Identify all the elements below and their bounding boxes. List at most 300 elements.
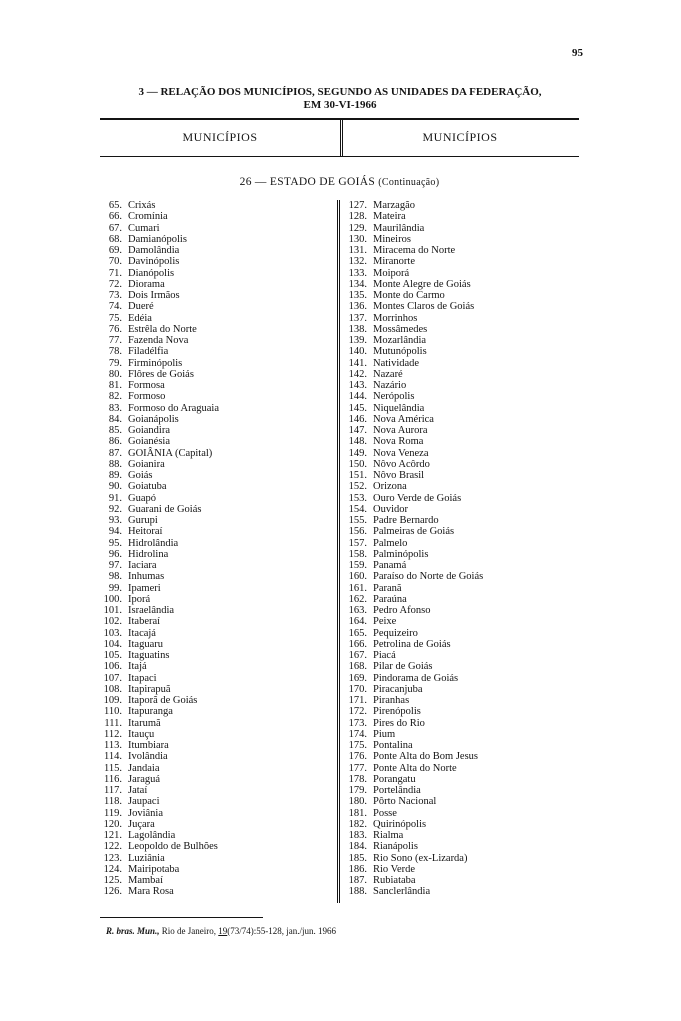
list-item <box>100 695 330 706</box>
list-item <box>344 425 579 436</box>
list-item <box>344 796 579 807</box>
municipality-name: Sanclerlândia <box>373 886 431 898</box>
list-item <box>100 661 330 672</box>
list-item <box>100 313 330 324</box>
list-item <box>100 414 330 425</box>
list-item <box>344 594 579 605</box>
footer-volume: 19 <box>218 926 228 936</box>
item-number: 100. <box>103 593 122 605</box>
item-number: 141. <box>348 357 367 369</box>
municipality-name: Maurilândia <box>373 222 425 234</box>
list-item <box>344 380 579 391</box>
list-item <box>100 549 330 560</box>
item-number: 67. <box>108 222 122 234</box>
item-number: 177. <box>348 762 367 774</box>
item-number: 74. <box>108 301 122 313</box>
item-number: 155. <box>348 515 367 526</box>
list-item <box>344 706 579 717</box>
list-item <box>100 279 330 290</box>
municipality-name: Nerópolis <box>373 391 415 403</box>
list-item <box>100 324 330 335</box>
item-number: 138. <box>348 323 367 335</box>
list-item <box>344 740 579 751</box>
municipality-name: Iporá <box>128 593 151 605</box>
municipality-name: Hidrolândia <box>128 537 179 549</box>
list-item <box>344 301 579 312</box>
list-item <box>344 369 579 380</box>
item-number: 143. <box>348 380 367 391</box>
item-number: 142. <box>348 368 367 380</box>
list-item <box>100 853 330 864</box>
municipality-name: Paraúna <box>373 593 407 605</box>
footer-rest: (73/74):55-128, jan./jun. 1966 <box>227 926 337 936</box>
item-number: 136. <box>348 301 367 313</box>
list-item <box>344 571 579 582</box>
list-item <box>344 414 579 425</box>
municipality-name: Nova Aurora <box>373 425 428 436</box>
municipality-name: Hidrolina <box>128 548 169 560</box>
item-number: 92. <box>108 503 122 515</box>
list-item <box>344 729 579 740</box>
list-item <box>100 819 330 830</box>
item-number: 165. <box>348 627 367 639</box>
municipality-name: Itaberaí <box>128 616 161 628</box>
list-item <box>344 616 579 627</box>
municipality-name: Rubiataba <box>373 875 416 886</box>
item-number: 104. <box>103 638 122 650</box>
item-number: 152. <box>348 481 367 493</box>
municipality-name: Cromínia <box>128 211 168 223</box>
municipality-name: Palminópolis <box>373 548 429 560</box>
municipality-name: Palmeiras de Goiás <box>373 526 455 538</box>
list-item <box>100 526 330 537</box>
list-item <box>344 493 579 504</box>
item-number: 121. <box>103 830 122 841</box>
list-item <box>100 538 330 549</box>
item-number: 131. <box>348 245 367 256</box>
item-number: 158. <box>348 548 367 560</box>
item-number: 157. <box>348 537 367 549</box>
item-number: 132. <box>348 256 367 268</box>
list-item <box>100 470 330 481</box>
list-item <box>344 268 579 279</box>
list-item <box>344 864 579 875</box>
list-item <box>344 324 579 335</box>
list-item <box>100 459 330 470</box>
item-number: 79. <box>108 357 122 369</box>
item-number: 97. <box>108 560 122 571</box>
item-number: 176. <box>348 751 367 763</box>
municipality-name: Israelândia <box>128 605 175 616</box>
list-item <box>100 560 330 571</box>
municipality-name: Itarumã <box>128 717 161 729</box>
item-number: 86. <box>108 436 122 448</box>
municipality-name: Paraíso do Norte de Goiás <box>373 571 484 583</box>
list-item <box>344 470 579 481</box>
item-number: 106. <box>103 661 122 673</box>
list-item <box>344 279 579 290</box>
list-item <box>100 448 330 459</box>
item-number: 113. <box>104 740 122 751</box>
item-number: 69. <box>108 245 122 256</box>
municipality-name: Itapirapuã <box>128 683 171 695</box>
item-number: 68. <box>108 233 122 245</box>
item-number: 154. <box>348 503 367 515</box>
list-item <box>344 526 579 537</box>
list-item <box>100 358 330 369</box>
municipality-name: Palmelo <box>373 537 408 549</box>
municipality-name: Ponte Alta do Norte <box>373 762 457 774</box>
item-number: 182. <box>348 818 367 830</box>
item-number: 162. <box>348 593 367 605</box>
list-item <box>100 886 330 897</box>
item-number: 103. <box>103 627 122 639</box>
list-item <box>100 256 330 267</box>
municipality-name: Itacajá <box>128 627 156 639</box>
list-item <box>344 234 579 245</box>
municipality-name: Piacá <box>373 650 396 661</box>
item-number: 91. <box>108 492 122 504</box>
municipality-name: Itaporã de Goiás <box>128 695 198 706</box>
item-number: 134. <box>348 278 367 290</box>
municipality-name: Pedro Afonso <box>373 605 431 616</box>
item-number: 137. <box>348 312 367 324</box>
item-number: 128. <box>348 211 367 223</box>
item-number: 126. <box>103 886 122 898</box>
item-number: 76. <box>108 323 122 335</box>
item-number: 112. <box>104 728 122 740</box>
item-number: 81. <box>108 380 122 391</box>
list-item <box>100 335 330 346</box>
list-item <box>344 875 579 886</box>
item-number: 84. <box>108 413 122 425</box>
list-item <box>100 436 330 447</box>
municipality-name: Nova Veneza <box>373 447 429 459</box>
municipality-name: Pires do Rio <box>373 717 425 729</box>
municipality-name: Miracema do Norte <box>373 245 456 256</box>
municipality-name: Gurupi <box>128 515 158 526</box>
item-number: 145. <box>348 402 367 414</box>
list-item <box>344 583 579 594</box>
list-item <box>100 403 330 414</box>
list-item <box>100 785 330 796</box>
list-item <box>100 605 330 616</box>
municipality-name: Paranã <box>373 582 402 594</box>
item-number: 118. <box>104 796 122 808</box>
municipality-name: Mossâmedes <box>373 323 428 335</box>
item-number: 187. <box>348 875 367 886</box>
municipality-name: GOIÂNIA (Capital) <box>128 447 213 459</box>
municipality-name: Cumari <box>128 222 160 234</box>
list-item <box>100 718 330 729</box>
item-number: 124. <box>103 863 122 875</box>
municipality-name: Davinópolis <box>128 256 180 268</box>
municipality-name: Pontalina <box>373 740 413 751</box>
item-number: 65. <box>108 200 122 211</box>
list-item <box>100 594 330 605</box>
item-number: 122. <box>103 841 122 853</box>
item-number: 130. <box>348 233 367 245</box>
item-number: 186. <box>348 863 367 875</box>
municipality-name: Porangatu <box>373 773 416 785</box>
item-number: 153. <box>348 492 367 504</box>
municipality-name: Formoso <box>128 391 166 403</box>
list-item <box>100 616 330 627</box>
municipality-name: Itapaci <box>128 672 157 684</box>
list-item <box>344 650 579 661</box>
list-item <box>100 245 330 256</box>
list-item <box>344 853 579 864</box>
list-item <box>344 200 579 211</box>
list-item <box>100 673 330 684</box>
municipality-name: Pium <box>373 728 396 740</box>
list-item <box>100 751 330 762</box>
list-item <box>344 639 579 650</box>
list-item <box>344 346 579 357</box>
list-item <box>100 268 330 279</box>
municipality-name: Posse <box>373 807 397 819</box>
item-number: 96. <box>108 548 122 560</box>
municipality-list-left <box>100 200 330 898</box>
municipality-name: Monte do Carmo <box>373 290 445 301</box>
municipality-name: Dueré <box>128 301 154 313</box>
list-item <box>344 785 579 796</box>
list-item <box>100 830 330 841</box>
item-number: 133. <box>348 267 367 279</box>
list-item <box>100 515 330 526</box>
item-number: 140. <box>348 346 367 358</box>
list-item <box>100 301 330 312</box>
municipality-name: Leopoldo de Bulhões <box>128 841 218 853</box>
item-number: 188. <box>348 886 367 898</box>
municipality-name: Flôres de Goiás <box>128 368 194 380</box>
item-number: 161. <box>348 582 367 594</box>
item-number: 82. <box>108 391 122 403</box>
list-item <box>100 729 330 740</box>
municipality-name: Mambaí <box>128 875 163 886</box>
item-number: 123. <box>103 852 122 864</box>
municipality-name: Miranorte <box>373 256 415 268</box>
municipality-name: Ivolândia <box>128 751 168 763</box>
item-number: 90. <box>108 481 122 493</box>
municipality-name: Nôvo Acôrdo <box>373 458 430 470</box>
list-item <box>100 650 330 661</box>
list-item <box>100 346 330 357</box>
item-number: 85. <box>108 425 122 436</box>
header-rule <box>100 156 579 157</box>
page-title <box>95 86 585 112</box>
item-number: 183. <box>348 830 367 841</box>
municipality-name: Itauçu <box>128 728 155 740</box>
municipality-name: Crixás <box>128 200 156 211</box>
list-item <box>344 763 579 774</box>
list-item <box>344 751 579 762</box>
list-item <box>344 628 579 639</box>
item-number: 66. <box>108 211 122 223</box>
item-number: 139. <box>348 335 367 346</box>
list-item <box>100 864 330 875</box>
list-item <box>344 808 579 819</box>
list-item <box>100 763 330 774</box>
list-item <box>344 538 579 549</box>
item-number: 159. <box>348 560 367 571</box>
list-item <box>344 515 579 526</box>
list-item <box>100 211 330 222</box>
list-item <box>344 560 579 571</box>
item-number: 156. <box>348 526 367 538</box>
item-number: 149. <box>348 447 367 459</box>
municipality-name: Itaguatins <box>128 650 170 661</box>
municipality-name: Rianápolis <box>373 841 418 853</box>
list-column-divider <box>337 200 340 903</box>
item-number: 109. <box>103 695 122 706</box>
section-title <box>100 176 579 188</box>
list-item <box>100 223 330 234</box>
list-item <box>100 504 330 515</box>
title-line-1: 3 — RELAÇÃO DOS MUNICÍPIOS, SEGUNDO AS UNIDADES DA FEDERAÇÃO, <box>138 86 542 98</box>
list-item <box>344 459 579 470</box>
municipality-name: Jaupaci <box>128 796 160 808</box>
municipality-name: Mutunópolis <box>373 346 427 358</box>
list-item <box>344 695 579 706</box>
item-number: 169. <box>348 672 367 684</box>
item-number: 180. <box>348 796 367 808</box>
municipality-name: Edéia <box>128 312 152 324</box>
list-item <box>344 661 579 672</box>
list-item <box>100 774 330 785</box>
item-number: 181. <box>348 807 367 819</box>
list-item <box>344 223 579 234</box>
title-line-2: EM 30-VI-1966 <box>303 99 377 111</box>
municipality-name: Goianésia <box>128 436 170 448</box>
list-item <box>344 481 579 492</box>
item-number: 163. <box>348 605 367 616</box>
item-number: 150. <box>348 458 367 470</box>
municipality-name: Guapó <box>128 492 156 504</box>
section-title-text: 26 — ESTADO DE GOIÁS <box>239 176 376 188</box>
municipality-name: Nazaré <box>373 368 403 380</box>
list-item <box>100 808 330 819</box>
list-item <box>100 628 330 639</box>
municipality-name: Peixe <box>373 616 397 628</box>
item-number: 148. <box>348 436 367 448</box>
footnote-rule <box>100 917 263 918</box>
municipality-name: Pindorama de Goiás <box>373 672 459 684</box>
list-item <box>100 290 330 301</box>
item-number: 135. <box>348 290 367 301</box>
list-item <box>344 684 579 695</box>
municipality-name: Inhumas <box>128 571 165 583</box>
municipality-name: Morrinhos <box>373 312 418 324</box>
list-item <box>344 830 579 841</box>
list-item <box>344 245 579 256</box>
municipality-name: Jataí <box>128 785 148 796</box>
citation-footer <box>106 926 336 936</box>
item-number: 167. <box>348 650 367 661</box>
list-item <box>344 448 579 459</box>
item-number: 98. <box>108 571 122 583</box>
list-item <box>344 504 579 515</box>
item-number: 95. <box>108 537 122 549</box>
municipality-name: Goianira <box>128 458 165 470</box>
column-header-left: MUNICÍPIOS <box>182 130 258 144</box>
list-item <box>100 493 330 504</box>
item-number: 129. <box>348 222 367 234</box>
item-number: 89. <box>108 470 122 481</box>
municipality-name: Itapuranga <box>128 706 173 718</box>
municipality-name: Fazenda Nova <box>128 335 189 346</box>
item-number: 168. <box>348 661 367 673</box>
municipality-name: Luziânia <box>128 852 165 864</box>
item-number: 101. <box>103 605 122 616</box>
item-number: 99. <box>108 582 122 594</box>
municipality-name: Nova Roma <box>373 436 424 448</box>
list-item <box>344 841 579 852</box>
municipality-name: Quirinópolis <box>373 818 427 830</box>
municipality-name: Nôvo Brasil <box>373 470 425 481</box>
municipality-name: Ouvidor <box>373 503 408 515</box>
item-number: 73. <box>108 290 122 301</box>
item-number: 147. <box>348 425 367 436</box>
item-number: 175. <box>348 740 367 751</box>
item-number: 115. <box>104 762 122 774</box>
item-number: 111. <box>104 717 122 729</box>
list-item <box>344 819 579 830</box>
municipality-name: Pôrto Nacional <box>373 796 437 808</box>
municipality-name: Nazário <box>373 380 407 391</box>
item-number: 144. <box>348 391 367 403</box>
municipality-name: Goiatuba <box>128 481 167 493</box>
item-number: 94. <box>108 526 122 538</box>
municipality-name: Orizona <box>373 481 407 493</box>
list-item <box>100 234 330 245</box>
item-number: 173. <box>348 717 367 729</box>
municipality-name: Petrolina de Goiás <box>373 638 451 650</box>
list-item <box>344 403 579 414</box>
municipality-name: Damolândia <box>128 245 180 256</box>
list-item <box>100 740 330 751</box>
municipality-name: Mozarlândia <box>373 335 427 346</box>
header-column-divider <box>340 120 343 156</box>
item-number: 107. <box>103 672 122 684</box>
municipality-name: Joviânia <box>128 807 163 819</box>
item-number: 125. <box>103 875 122 886</box>
list-item <box>100 481 330 492</box>
item-number: 127. <box>348 200 367 211</box>
municipality-name: Formoso do Araguaia <box>128 402 219 414</box>
list-item <box>100 639 330 650</box>
municipality-name: Montes Claros de Goiás <box>373 301 475 313</box>
municipality-name: Lagolândia <box>128 830 176 841</box>
municipality-name: Jandaia <box>128 762 160 774</box>
list-item <box>344 358 579 369</box>
item-number: 114. <box>104 751 122 763</box>
municipality-name: Panamá <box>373 560 407 571</box>
item-number: 105. <box>103 650 122 661</box>
municipality-name: Pilar de Goiás <box>373 661 433 673</box>
item-number: 116. <box>104 773 122 785</box>
municipality-name: Damianópolis <box>128 233 187 245</box>
municipality-name: Diorama <box>128 278 165 290</box>
municipality-name: Estrêla do Norte <box>128 323 197 335</box>
item-number: 170. <box>348 683 367 695</box>
item-number: 160. <box>348 571 367 583</box>
municipality-name: Guarani de Goiás <box>128 503 202 515</box>
item-number: 77. <box>108 335 122 346</box>
list-item <box>344 436 579 447</box>
list-item <box>100 684 330 695</box>
municipality-name: Goiás <box>128 470 153 481</box>
